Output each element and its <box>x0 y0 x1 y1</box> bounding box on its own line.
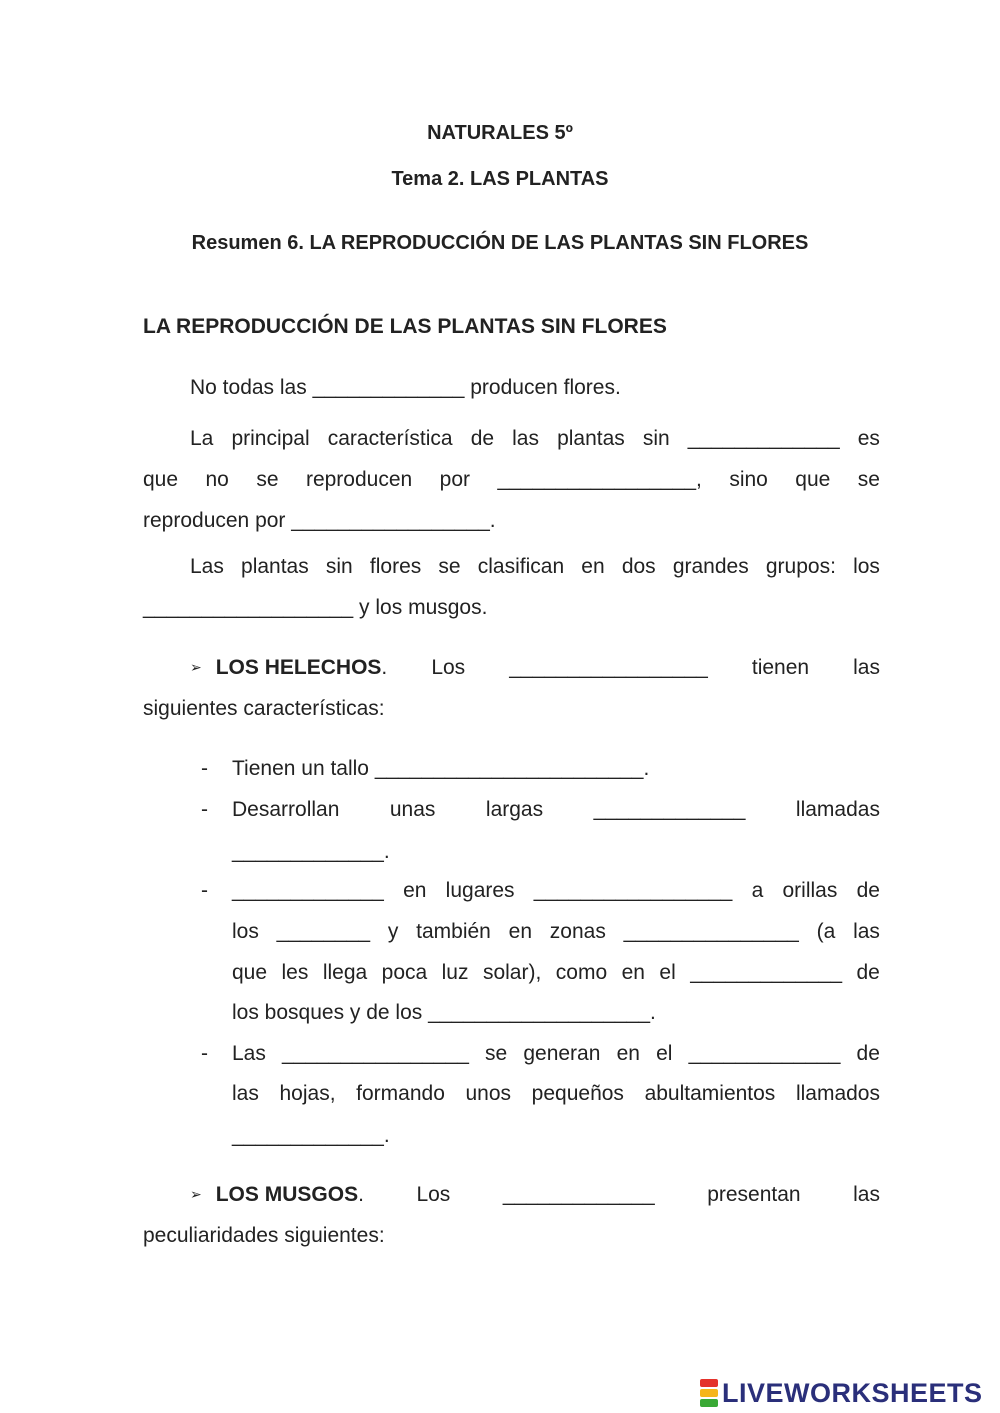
word: en <box>508 920 532 943</box>
word: sino <box>729 468 768 491</box>
word: principal <box>231 427 310 450</box>
musgos-intro-line-2: peculiaridades siguientes: <box>143 1224 385 1247</box>
word: (a <box>816 920 836 943</box>
word: _____________ <box>593 798 746 821</box>
intro-paragraph-2-line-2 <box>143 468 880 492</box>
word: es <box>857 427 880 450</box>
logo-text: LIVEWORKSHEETS <box>722 1377 983 1408</box>
liveworksheets-logo <box>700 1376 983 1410</box>
word: Las <box>232 1042 266 1065</box>
helechos-bullet-1: Tienen un tallo _______________________. <box>232 757 650 780</box>
helechos-bullet-3-line-1 <box>232 879 880 903</box>
word: se <box>857 468 880 491</box>
word: característica <box>327 427 453 450</box>
word: orillas <box>782 879 838 902</box>
word: unas <box>389 798 436 821</box>
logo-mark-stripe <box>700 1379 718 1387</box>
word: sin <box>325 555 353 578</box>
logo-mark-icon <box>700 1378 718 1408</box>
word: tienen <box>751 656 810 679</box>
word: grandes <box>672 555 749 578</box>
word: generan <box>523 1042 601 1065</box>
logo-mark-stripe <box>700 1389 718 1397</box>
word: pequeños <box>531 1082 624 1105</box>
word: hojas, <box>279 1082 336 1105</box>
word: y <box>387 920 399 943</box>
word: unos <box>465 1082 512 1105</box>
word: largas <box>485 798 544 821</box>
word: de <box>856 1042 880 1065</box>
word: el <box>656 1042 673 1065</box>
word: luz <box>441 961 469 984</box>
word: abultamientos <box>644 1082 776 1105</box>
word: flores <box>369 555 422 578</box>
word: llamados <box>795 1082 880 1105</box>
word: grupos: <box>765 555 836 578</box>
word: también <box>416 920 491 943</box>
word: se <box>256 468 279 491</box>
word: solar), <box>482 961 542 984</box>
helechos-title-group: ➢ LOS HELECHOS. <box>190 656 388 679</box>
word: a <box>751 879 764 902</box>
word: se <box>485 1042 508 1065</box>
word: en <box>581 555 605 578</box>
word: _______________ <box>623 920 799 943</box>
word: zonas <box>549 920 606 943</box>
helechos-bullet-3-line-3 <box>232 961 880 985</box>
theme-heading: Tema 2. LAS PLANTAS <box>391 168 609 190</box>
helechos-title: LOS HELECHOS <box>215 656 382 679</box>
word: que <box>143 468 179 491</box>
word: plantas <box>241 555 309 578</box>
intro-paragraph-1: No todas las _____________ producen flores. <box>190 376 621 399</box>
word: _____________ <box>502 1183 655 1206</box>
word: en <box>621 961 645 984</box>
section-title: LA REPRODUCCIÓN DE LAS PLANTAS SIN FLORES <box>143 315 667 338</box>
word: _____________ <box>688 1042 841 1065</box>
musgos-title-group: ➢ LOS MUSGOS. <box>190 1183 364 1206</box>
helechos-bullet-2-line-2: _____________. <box>232 840 390 863</box>
word: las <box>853 920 880 943</box>
word: en <box>616 1042 640 1065</box>
word: Desarrollan <box>232 798 340 821</box>
word: formando <box>356 1082 445 1105</box>
word: _____________ <box>690 961 843 984</box>
word: _____________ <box>687 427 840 450</box>
word: de <box>856 961 880 984</box>
musgos-title: LOS MUSGOS <box>215 1183 359 1206</box>
subject-heading: NATURALES 5º <box>427 122 573 144</box>
word: las <box>232 1082 259 1105</box>
word: de <box>470 427 495 450</box>
word: no <box>205 468 229 491</box>
word: reproducen <box>305 468 413 491</box>
word: como <box>555 961 608 984</box>
word: que <box>795 468 831 491</box>
word: que <box>232 961 268 984</box>
word: poca <box>381 961 428 984</box>
word: llega <box>322 961 368 984</box>
word: clasifican <box>477 555 565 578</box>
musgos-intro-line-1 <box>190 1183 880 1207</box>
word: ________________ <box>282 1042 469 1065</box>
logo-mark-stripe <box>700 1399 718 1407</box>
word: el <box>659 961 676 984</box>
helechos-bullet-2-line-1 <box>232 798 880 822</box>
arrow-bullet-icon: ➢ <box>190 1186 202 1202</box>
word: Las <box>190 555 224 578</box>
arrow-bullet-icon: ➢ <box>190 659 202 675</box>
word: plantas <box>557 427 625 450</box>
word: _________________ <box>509 656 708 679</box>
word: las <box>512 427 539 450</box>
dash-bullet: - <box>201 879 208 902</box>
word: llamadas <box>795 798 880 821</box>
helechos-bullet-4-line-1 <box>232 1042 880 1066</box>
word: _________________, <box>497 468 702 491</box>
word: lugares <box>445 879 515 902</box>
word: dos <box>621 555 656 578</box>
dash-bullet: - <box>201 798 208 821</box>
word: se <box>438 555 461 578</box>
word: las <box>853 1183 880 1206</box>
word: de <box>856 879 880 902</box>
word: las <box>853 656 880 679</box>
word: los <box>232 920 259 943</box>
word: en <box>403 879 427 902</box>
helechos-intro-line-1 <box>190 656 880 680</box>
helechos-bullet-3-line-4: los bosques y de los ___________________. <box>232 1001 656 1024</box>
word: les <box>281 961 309 984</box>
word: presentan <box>707 1183 801 1206</box>
intro-paragraph-2-line-3: reproducen por _________________. <box>143 509 496 532</box>
summary-heading: Resumen 6. LA REPRODUCCIÓN DE LAS PLANTAS SIN FLORES <box>191 232 809 254</box>
intro-paragraph-3-line-1 <box>190 555 880 579</box>
intro-paragraph-2-line-1 <box>190 427 880 451</box>
helechos-bullet-3-line-2 <box>232 920 880 944</box>
word: los <box>853 555 880 578</box>
word: sin <box>642 427 670 450</box>
helechos-bullet-4-line-3: _____________. <box>232 1124 390 1147</box>
word: _________________ <box>533 879 733 902</box>
intro-paragraph-3-line-2: __________________ y los musgos. <box>143 596 488 619</box>
helechos-bullet-4-line-2 <box>232 1082 880 1106</box>
word: La <box>190 427 214 450</box>
word: por <box>439 468 471 491</box>
helechos-intro-line-2: siguientes características: <box>143 697 385 720</box>
dash-bullet: - <box>201 1042 208 1065</box>
word: ________ <box>276 920 371 943</box>
word: Los <box>416 1183 451 1206</box>
word: _____________ <box>232 879 384 902</box>
word: Los <box>431 656 466 679</box>
dash-bullet: - <box>201 757 208 780</box>
